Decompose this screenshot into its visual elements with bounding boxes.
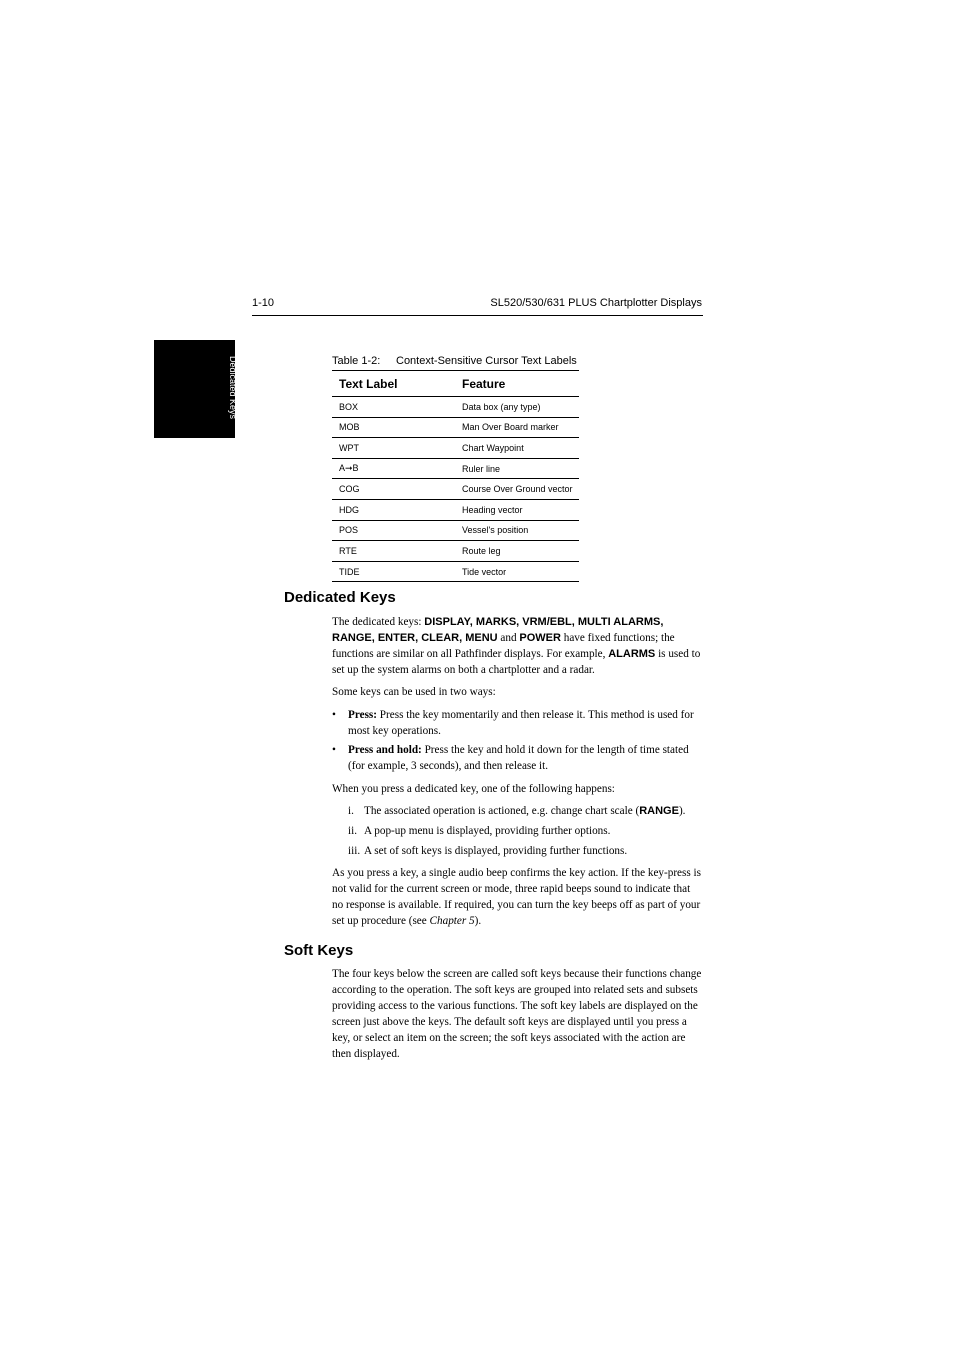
text-run: and xyxy=(497,632,520,644)
table-row xyxy=(332,417,579,438)
document-title: SL520/530/631 PLUS Chartplotter Displays xyxy=(490,297,702,309)
page-number: 1-10 xyxy=(252,297,275,309)
table-caption xyxy=(332,355,577,367)
table-cell-feature: Chart Waypoint xyxy=(455,438,579,459)
table-row xyxy=(332,499,579,520)
table-cell-label: BOX xyxy=(332,397,455,418)
table-row xyxy=(332,438,579,459)
key-names: DISPLAY, MARKS, VRM/EBL, MULTI ALARMS, RANGE, ENTER, CLEAR, MENU xyxy=(332,616,664,644)
list-text: The associated operation is actioned, e.g. change chart scale ( xyxy=(364,805,640,817)
list-item xyxy=(332,823,703,839)
table-cell-feature: Route leg xyxy=(455,541,579,562)
table-caption-number: Table 1-2: xyxy=(332,355,381,367)
table-row xyxy=(332,458,579,479)
soft-keys-heading: Soft Keys xyxy=(284,942,354,959)
bullet-text: Press the key and hold it down for the length of time stated (for example, 3 seconds), and then release it. xyxy=(348,744,689,772)
text-run: have fixed functions; the functions are similar on all Pathfinder displays. For example, xyxy=(332,632,675,660)
table-cell-label: POS xyxy=(332,520,455,541)
table-row xyxy=(332,520,579,541)
table-cell-feature: Vessel's position xyxy=(455,520,579,541)
dedicated-intro-paragraph xyxy=(332,614,703,678)
table-header-feature: Feature xyxy=(455,371,579,397)
header-rule xyxy=(252,315,703,316)
chapter-reference: Chapter 5 xyxy=(429,915,475,927)
table-cell-feature: Ruler line xyxy=(455,458,579,479)
list-numeral: i. xyxy=(348,805,354,817)
bullet-label: Press and hold: xyxy=(348,744,422,756)
list-item xyxy=(332,742,703,774)
table-cell-feature: Tide vector xyxy=(455,561,579,582)
text-run: is used to set up the system alarms on both a chartplotter and a radar. xyxy=(332,648,701,676)
table-cell-label: MOB xyxy=(332,417,455,438)
soft-keys-body xyxy=(332,966,703,1062)
table-header-row xyxy=(332,371,579,397)
soft-keys-paragraph: The four keys below the screen are called soft keys because their functions change according to the operation. The soft keys are grouped into related sets and subsets providing access to the various functions. The soft key labels are displayed on the screen just above the keys. The default soft keys are displayed until you press a key, or select an item on the screen; the soft keys associated with the action are then displayed. xyxy=(332,968,702,1060)
cursor-labels-table xyxy=(332,370,579,582)
section-tab-label: Dedicated Keys xyxy=(228,356,238,420)
table-cell-label: A➞B xyxy=(332,458,455,479)
table-cell-feature: Course Over Ground vector xyxy=(455,479,579,500)
key-name-range: RANGE xyxy=(639,805,679,817)
bullet-label: Press: xyxy=(348,709,377,721)
table-cell-label: HDG xyxy=(332,499,455,520)
text-run: ). xyxy=(474,915,482,927)
list-item xyxy=(332,803,703,819)
table-row xyxy=(332,397,579,418)
following-happens-paragraph: When you press a dedicated key, one of the following happens: xyxy=(332,783,615,795)
bullet-marker: • xyxy=(332,744,336,756)
table-caption-title: Context-Sensitive Cursor Text Labels xyxy=(396,355,577,367)
list-text: ). xyxy=(678,805,686,817)
key-name-alarms: ALARMS xyxy=(608,648,656,660)
list-numeral: ii. xyxy=(348,825,358,837)
table-header-text-label: Text Label xyxy=(332,371,455,397)
key-name-power: POWER xyxy=(519,632,561,644)
table-row xyxy=(332,561,579,582)
table-cell-feature: Man Over Board marker xyxy=(455,417,579,438)
list-item xyxy=(332,707,703,739)
table-cell-label: TIDE xyxy=(332,561,455,582)
dedicated-keys-body xyxy=(332,614,703,929)
table-row xyxy=(332,479,579,500)
dedicated-keys-heading: Dedicated Keys xyxy=(284,589,396,606)
text-run: The dedicated keys: xyxy=(332,616,425,628)
bullet-marker: • xyxy=(332,709,336,721)
text-run: As you press a key, a single audio beep confirms the key action. If the key-press is not valid for the current screen or mode, three rapid beeps sound to indicate that no response is available. If required, you can turn the key beeps off as part of your set up procedure (see xyxy=(332,867,701,927)
table-cell-feature: Data box (any type) xyxy=(455,397,579,418)
table-cell-feature: Heading vector xyxy=(455,499,579,520)
two-ways-paragraph: Some keys can be used in two ways: xyxy=(332,686,496,698)
list-text: A set of soft keys is displayed, providing further functions. xyxy=(364,845,628,857)
bullet-text: Press the key momentarily and then release it. This method is used for most key operations. xyxy=(348,709,694,737)
table-cell-label: WPT xyxy=(332,438,455,459)
list-item xyxy=(332,843,703,859)
table-row xyxy=(332,541,579,562)
list-numeral: iii. xyxy=(348,845,361,857)
key-beep-paragraph xyxy=(332,865,703,929)
list-text: A pop-up menu is displayed, providing further options. xyxy=(364,825,611,837)
table-cell-label: RTE xyxy=(332,541,455,562)
table-cell-label: COG xyxy=(332,479,455,500)
